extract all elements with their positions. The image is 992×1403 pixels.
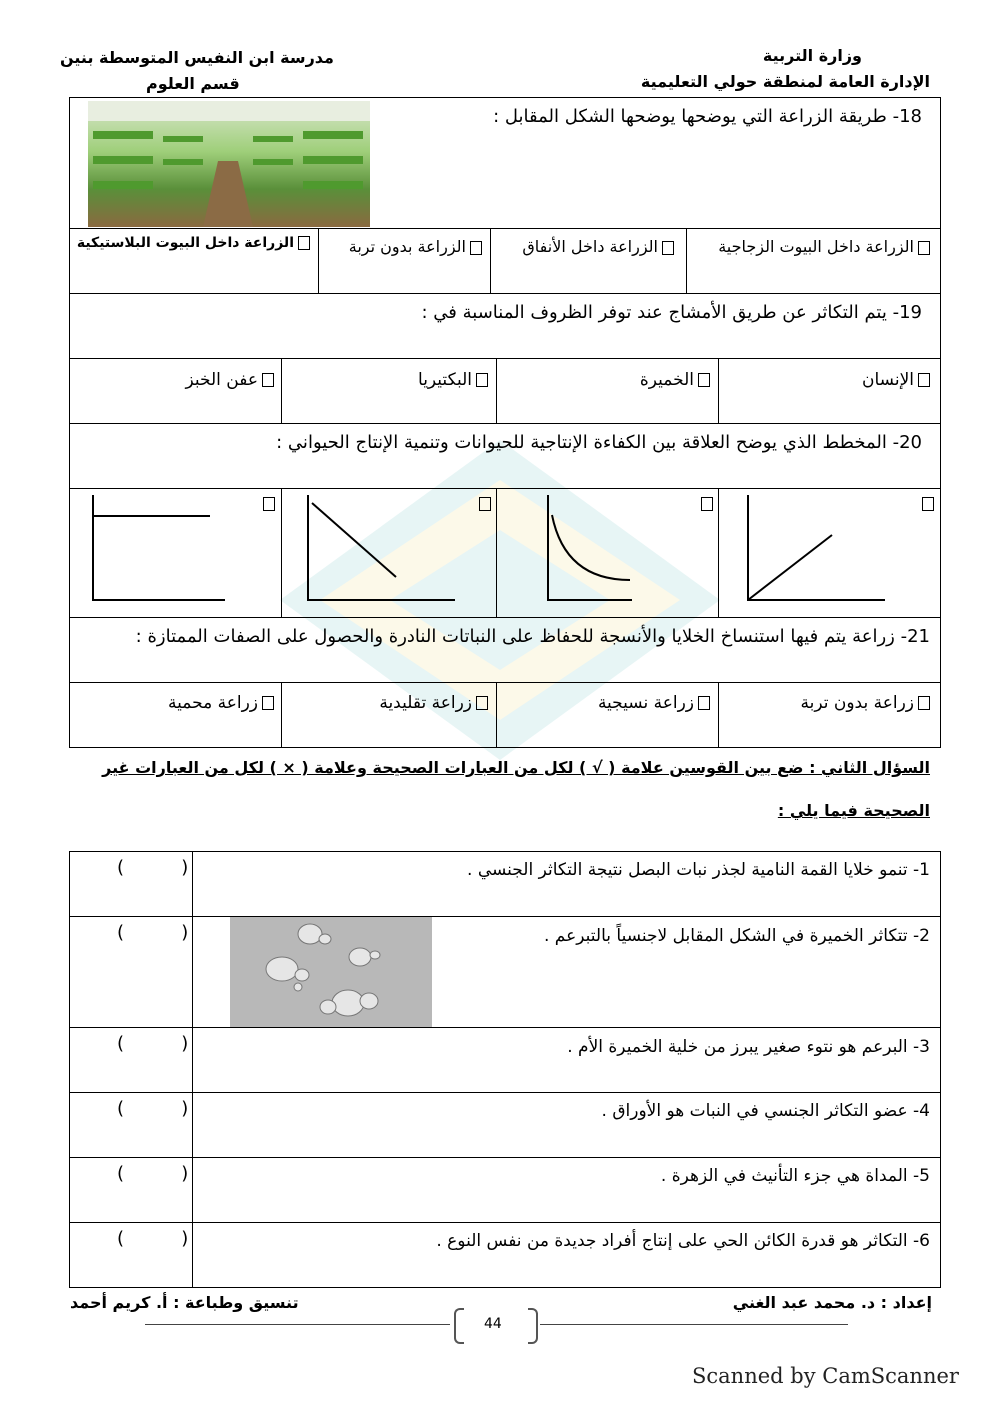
answer-blank-1[interactable]: ( ) — [117, 857, 189, 878]
checkbox-icon[interactable] — [263, 497, 275, 511]
checkbox-icon[interactable] — [262, 373, 274, 387]
q19-option-3: البكتيريا — [418, 370, 488, 390]
q19-option-1-cell[interactable] — [718, 358, 941, 424]
section2-title-line1: السؤال الثاني : ضع بين القوسين علامة ( √ ) لكل من العبارات الصحيحة وعلامة ( × ) لكل من العبارات غير — [102, 758, 930, 777]
statement-1-text: 1- تنمو خلايا القمة النامية لجذر نبات البصل نتيجة التكاثر الجنسي . — [467, 860, 930, 880]
q18-greenhouse-image — [88, 101, 370, 227]
q19-option-3-cell[interactable] — [281, 358, 497, 424]
graph-constant-line — [85, 495, 235, 605]
page-number-bracket-right — [528, 1308, 538, 1344]
q19-option-2: الخميرة — [640, 370, 710, 390]
graph-decreasing-line — [300, 495, 460, 605]
q21-text: 21- زراعة يتم فيها استنساخ الخلايا والأنسجة للحفاظ على النباتات النادرة والحصول على الصفات الممتازة : — [135, 626, 930, 647]
checkbox-icon[interactable] — [470, 241, 482, 255]
scanner-watermark-text: Scanned by CamScanner — [692, 1364, 959, 1388]
ministry-name: وزارة التربية — [762, 46, 862, 65]
checkbox-icon[interactable] — [922, 497, 934, 511]
q19-option-4: عفن الخبز — [186, 370, 274, 390]
answer-blank-2[interactable]: ( ) — [117, 922, 189, 943]
checkbox-icon[interactable] — [918, 696, 930, 710]
statement-5-text: 5- المداة هي جزء التأنيث في الزهرة . — [660, 1166, 930, 1186]
page-number-bracket-left — [454, 1308, 464, 1344]
checkbox-icon[interactable] — [476, 696, 488, 710]
footer-rule-left — [145, 1324, 450, 1325]
graph-increasing-line — [740, 495, 890, 605]
checkbox-icon[interactable] — [918, 373, 930, 387]
directorate-name: الإدارة العامة لمنطقة حولي التعليمية — [640, 72, 930, 91]
checkbox-icon[interactable] — [701, 497, 713, 511]
q18-option-2: الزراعة داخل الأنفاق — [522, 237, 674, 256]
answer-blank-5[interactable]: ( ) — [117, 1163, 189, 1184]
department-name: قسم العلوم — [146, 74, 240, 93]
graph-decreasing-curve — [540, 495, 690, 605]
answer-blank-6[interactable]: ( ) — [117, 1228, 189, 1249]
q20-text: 20- المخطط الذي يوضح العلاقة بين الكفاءة الإنتاجية للحيوانات وتنمية الإنتاج الحيواني : — [276, 432, 922, 453]
q21-option-4: زراعة محمية — [168, 693, 274, 713]
checkbox-icon[interactable] — [698, 373, 710, 387]
checkbox-icon[interactable] — [662, 241, 674, 255]
q18-option-1: الزراعة داخل البيوت الزجاجية — [718, 237, 930, 256]
q21-option-1-cell[interactable] — [718, 682, 941, 748]
q19-option-1: الإنسان — [862, 370, 930, 390]
q18-option-3: الزراعة بدون تربة — [349, 237, 482, 256]
checkbox-icon[interactable] — [476, 373, 488, 387]
q19-option-2-cell[interactable] — [496, 358, 719, 424]
section2-title-line2: الصحيحة فيما يلي : — [777, 801, 930, 820]
checkbox-icon[interactable] — [262, 696, 274, 710]
page-number: 44 — [484, 1316, 502, 1332]
statement-4-text: 4- عضو التكاثر الجنسي في النبات هو الأوراق . — [601, 1101, 930, 1121]
statement-2-text: 2- تتكاثر الخميرة في الشكل المقابل لاجنسياً بالتبرعم . — [544, 926, 930, 946]
q21-option-3: زراعة تقليدية — [379, 693, 488, 713]
school-name: مدرسة ابن النفيس المتوسطة بنين — [60, 48, 334, 67]
q21-option-4-cell[interactable] — [69, 682, 282, 748]
q18-option-4: الزراعة داخل البيوت البلاستيكية — [77, 235, 310, 251]
q21-option-2: زراعة نسيجية — [598, 693, 710, 713]
q18-text: 18- طريقة الزراعة التي يوضحها يوضحها الشكل المقابل : — [493, 106, 922, 127]
statement-3-text: 3- البرعم هو نتوء صغير يبرز من خلية الخميرة الأم . — [567, 1037, 930, 1057]
footer-prepared-by: إعداد : د. محمد عبد الغني — [732, 1293, 932, 1312]
q21-option-2-cell[interactable] — [496, 682, 719, 748]
checkbox-icon[interactable] — [698, 696, 710, 710]
footer-rule-right — [540, 1324, 848, 1325]
footer-formatted-by: تنسيق وطباعة : أ. كريم أحمد — [70, 1293, 299, 1312]
yeast-microscope-image — [230, 917, 432, 1027]
checkbox-icon[interactable] — [479, 497, 491, 511]
answer-blank-3[interactable]: ( ) — [117, 1033, 189, 1054]
q21-option-1: زراعة بدون تربة — [800, 693, 930, 713]
answer-column-divider — [192, 851, 193, 1288]
statement-6-text: 6- التكاثر هو قدرة الكائن الحي على إنتاج أفراد جديدة من نفس النوع . — [436, 1231, 930, 1251]
answer-blank-4[interactable]: ( ) — [117, 1098, 189, 1119]
q19-option-4-cell[interactable] — [69, 358, 282, 424]
checkbox-icon[interactable] — [298, 236, 310, 250]
q19-text: 19- يتم التكاثر عن طريق الأمشاج عند توفر الظروف المناسبة في : — [421, 302, 922, 323]
q21-option-3-cell[interactable] — [281, 682, 497, 748]
checkbox-icon[interactable] — [918, 241, 930, 255]
